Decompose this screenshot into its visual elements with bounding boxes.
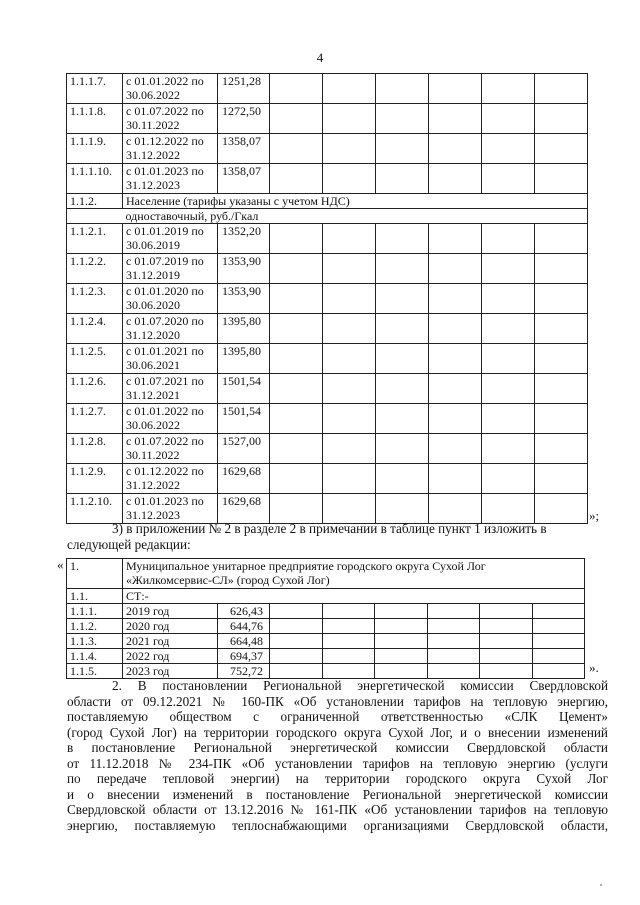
empty-cell [270,314,323,344]
table-row [67,209,588,224]
empty-cell [270,134,323,164]
row-number: 1.1.2. [67,619,123,634]
row-number: 1.1.2.7. [67,404,123,434]
tariff-value: 1353,90 [218,284,270,314]
empty-cell [429,104,482,134]
empty-cell [535,164,588,194]
empty-cell [270,74,323,104]
empty-cell [322,604,375,619]
period-cell [123,404,218,434]
empty-cell [322,634,375,649]
empty-cell [270,104,323,134]
empty-cell [532,604,585,619]
table-top-closing-quote: »; [589,508,600,523]
period-to: 31.12.2021 [126,388,180,402]
empty-cell [270,254,323,284]
empty-cell [482,464,535,494]
row-number: 1.1.1.10. [67,164,123,194]
empty-cell [375,619,428,634]
empty-cell [482,134,535,164]
period-cell [123,374,218,404]
empty-cell [535,134,588,164]
empty-cell [429,434,482,464]
period-to: 31.12.2023 [126,508,180,522]
table-row [67,649,585,664]
period-from: с 01.07.2019 по [126,254,204,268]
table-row [67,254,588,284]
paragraph-2-line: области от 09.12.2021 № 160-ПК «Об установлении тарифов на тепловую энергию, [67,693,608,709]
empty-cell [429,494,482,524]
empty-cell [535,314,588,344]
org-name [123,559,585,589]
empty-cell [270,404,323,434]
tariff-value: 694,37 [218,649,270,664]
empty-cell [480,634,533,649]
period-to: 30.06.2022 [126,88,180,102]
row-number: 1.1.2.6. [67,374,123,404]
empty-cell [535,344,588,374]
period-from: с 01.07.2020 по [126,314,204,328]
tariff-value: 1527,00 [218,434,270,464]
empty-cell [535,494,588,524]
empty-cell [480,649,533,664]
tariff-value: 1395,80 [218,314,270,344]
empty-cell [535,284,588,314]
tariff-table-bottom [66,558,585,679]
table-row [67,344,588,374]
row-number: 1.1.2.4. [67,314,123,344]
empty-cell [323,74,376,104]
tariff-value: 1358,07 [218,134,270,164]
empty-cell [535,374,588,404]
tariff-value: 626,43 [218,604,270,619]
period-cell [123,464,218,494]
tariff-value: 1501,54 [218,404,270,434]
empty-cell [427,619,480,634]
empty-cell [323,284,376,314]
row-number: 1.1.1.8. [67,104,123,134]
row-number: 1.1.2.5. [67,344,123,374]
table-row [67,374,588,404]
table-row [67,314,588,344]
empty-cell [270,464,323,494]
period-from: с 01.01.2023 по [126,164,204,178]
table-row [67,619,585,634]
period-cell [123,104,218,134]
tariff-value: 1358,07 [218,164,270,194]
period-to: 31.12.2020 [126,328,180,342]
org-number: 1. [67,559,123,589]
paragraph-2-line: поставляемую обществом с ограниченной ответственностью «СЛК Цемент» [67,709,608,724]
table-row [67,224,588,254]
empty-cell [323,164,376,194]
empty-cell [376,344,429,374]
empty-cell [376,494,429,524]
paragraph-3 [67,521,584,552]
empty-cell [270,434,323,464]
row-number: 1.1.3. [67,634,123,649]
period-cell [123,224,218,254]
period-from: с 01.12.2022 по [126,464,204,478]
empty-cell [376,464,429,494]
empty-cell [532,634,585,649]
empty-cell [270,224,323,254]
empty-cell [482,104,535,134]
period-cell [123,434,218,464]
period-to: 30.06.2019 [126,238,180,252]
row-number: 1.1.4. [67,649,123,664]
period-from: с 01.01.2021 по [126,344,204,358]
empty-cell [375,634,428,649]
section-header: Население (тарифы указаны с учетом НДС) [123,194,588,209]
org-name-line-1: Муниципальное унитарное предприятие городского округа Сухой Лог [126,559,486,573]
empty-cell [376,104,429,134]
empty-cell [482,374,535,404]
empty-cell [429,254,482,284]
table-row [67,664,585,679]
empty-cell [67,209,123,224]
year-cell: 2019 год [123,604,218,619]
row-number: 1.1.2.9. [67,464,123,494]
period-from: с 01.01.2022 по [126,74,204,88]
table-row [67,494,588,524]
empty-cell [270,374,323,404]
empty-cell [535,404,588,434]
paragraph-2-line: от 11.12.2018 № 234-ПК «Об установлении тарифов на тепловую энергию (услуги [67,755,608,771]
tariff-value: 644,76 [218,619,270,634]
table-row [67,74,588,104]
row-number: 1.1.2.3. [67,284,123,314]
period-to: 31.12.2022 [126,148,180,162]
empty-cell [270,284,323,314]
period-to: 30.06.2021 [126,358,180,372]
empty-cell [535,464,588,494]
empty-cell [429,224,482,254]
tariff-value: 1501,54 [218,374,270,404]
empty-cell [429,344,482,374]
empty-cell [376,314,429,344]
empty-cell [322,664,375,679]
table-row [67,104,588,134]
empty-cell [376,374,429,404]
row-number: 1.1.2.8. [67,434,123,464]
empty-cell [480,604,533,619]
period-cell [123,284,218,314]
tariff-value: 1629,68 [218,464,270,494]
tariff-value: 1352,20 [218,224,270,254]
empty-cell [270,619,323,634]
tariff-value: 1353,90 [218,254,270,284]
period-to: 31.12.2023 [126,178,180,192]
table-row [67,194,588,209]
period-from: с 01.12.2022 по [126,134,204,148]
empty-cell [482,224,535,254]
paragraph-3-line-2: следующей редакции: [67,536,191,552]
period-to: 30.11.2022 [126,118,180,132]
empty-cell [429,374,482,404]
period-cell [123,74,218,104]
empty-cell [429,464,482,494]
empty-cell [376,224,429,254]
empty-cell [270,634,323,649]
paragraph-2-line: энергию, поставляемую теплоснабжающими организациями Свердловской области, [67,817,608,833]
empty-cell [323,374,376,404]
period-from: с 01.07.2022 по [126,434,204,448]
empty-cell [427,604,480,619]
paragraph-2-line: 2. В постановлении Региональной энергетической комиссии Свердловской [112,678,608,693]
row-number: 1.1.2.2. [67,254,123,284]
row-number: 1.1.1.9. [67,134,123,164]
table-row [67,404,588,434]
empty-cell [480,664,533,679]
empty-cell [532,664,585,679]
empty-cell [482,344,535,374]
paragraph-2-line: по передаче тепловой энергии) на территории городского округа Сухой Лог [67,771,608,786]
empty-cell [429,284,482,314]
period-from: с 01.07.2021 по [126,374,204,388]
table-bottom-closing-quote: ». [589,660,599,675]
period-to: 30.06.2020 [126,298,180,312]
table-row [67,434,588,464]
year-cell: 2022 год [123,649,218,664]
empty-cell [270,664,323,679]
empty-cell [480,619,533,634]
empty-cell [270,344,323,374]
year-cell: 2023 год [123,664,218,679]
empty-cell [376,134,429,164]
table-row [67,634,585,649]
period-to: 30.06.2022 [126,418,180,432]
empty-cell [375,649,428,664]
empty-cell [270,604,323,619]
empty-cell [376,164,429,194]
empty-cell [535,74,588,104]
empty-cell [532,649,585,664]
unit-subheader: одноставочный, руб./Гкал [123,209,588,224]
empty-cell [323,104,376,134]
empty-cell [376,254,429,284]
empty-cell [323,224,376,254]
empty-cell [322,619,375,634]
empty-cell [323,314,376,344]
empty-cell [375,604,428,619]
period-cell [123,254,218,284]
row-number: 1.1.2.1. [67,224,123,254]
year-cell: 2021 год [123,634,218,649]
tariff-table-top [66,73,588,524]
row-number: 1.1.2.10. [67,494,123,524]
empty-cell [427,634,480,649]
empty-cell [323,464,376,494]
empty-cell [270,649,323,664]
empty-cell [323,404,376,434]
period-from: с 01.07.2022 по [126,104,204,118]
empty-cell [482,434,535,464]
period-cell [123,494,218,524]
empty-cell [429,164,482,194]
empty-cell [482,314,535,344]
paragraph-2-line: Свердловской области от 13.12.2016 № 161-ПК «Об установлении тарифов на тепловую [67,802,608,817]
tariff-value: 1395,80 [218,344,270,374]
period-from: с 01.01.2020 по [126,284,204,298]
empty-cell [482,254,535,284]
empty-cell [427,649,480,664]
page-number: 4 [316,50,324,65]
empty-cell [429,74,482,104]
table-row [67,284,588,314]
paragraph-2-line: в постановление Региональной энергетической комиссии Свердловской области [67,740,608,755]
empty-cell [376,404,429,434]
empty-cell [323,434,376,464]
tariff-value: 1272,50 [218,104,270,134]
period-to: 31.12.2022 [126,478,180,492]
empty-cell [376,74,429,104]
table-row [67,464,588,494]
empty-cell [270,164,323,194]
org-name-line-2: «Жилкомсервис-СЛ» (город Сухой Лог) [126,573,330,587]
empty-cell [323,134,376,164]
empty-cell [482,404,535,434]
empty-cell [532,619,585,634]
empty-cell [323,494,376,524]
empty-cell [429,134,482,164]
tariff-value: 664,48 [218,634,270,649]
tariff-value: 1251,28 [218,74,270,104]
table-bottom-open-quote: « [57,557,64,572]
empty-cell [427,664,480,679]
row-number: 1.1.5. [67,664,123,679]
paragraph-2-line: (город Сухой Лог) на территории городского округа Сухой Лог, и о внесении изменений [67,724,608,740]
table-row [67,164,588,194]
row-number: 1.1.2. [67,194,123,209]
period-to: 31.12.2019 [126,268,180,282]
paragraph-2 [67,678,608,833]
empty-cell [535,434,588,464]
period-cell [123,164,218,194]
paragraph-3-line-1: 3) в приложении № 2 в разделе 2 в примечании в таблице пункт 1 изложить в [112,521,547,536]
empty-cell [482,284,535,314]
empty-cell [535,104,588,134]
empty-cell [535,254,588,284]
empty-cell [270,494,323,524]
empty-cell [482,494,535,524]
empty-cell [376,284,429,314]
row-number: 1.1.1. [67,604,123,619]
period-from: с 01.01.2019 по [126,224,204,238]
empty-cell [323,344,376,374]
tariff-value: 752,72 [218,664,270,679]
st-number: 1.1. [67,589,123,604]
empty-cell [376,434,429,464]
empty-cell [429,314,482,344]
tariff-value: 1629,68 [218,494,270,524]
period-from: с 01.01.2022 по [126,404,204,418]
table-row [67,604,585,619]
period-cell [123,134,218,164]
st-label: СТ:- [123,589,585,604]
scan-speck [600,884,602,886]
empty-cell [375,664,428,679]
empty-cell [482,164,535,194]
empty-cell [323,254,376,284]
empty-cell [482,74,535,104]
row-number: 1.1.1.7. [67,74,123,104]
empty-cell [429,404,482,434]
year-cell: 2020 год [123,619,218,634]
paragraph-2-line: и о внесении изменений в постановление Региональной энергетической комиссии [67,786,608,802]
period-from: с 01.01.2023 по [126,494,204,508]
empty-cell [535,224,588,254]
period-to: 30.11.2022 [126,448,180,462]
period-cell [123,344,218,374]
table-row [67,134,588,164]
period-cell [123,314,218,344]
empty-cell [322,649,375,664]
